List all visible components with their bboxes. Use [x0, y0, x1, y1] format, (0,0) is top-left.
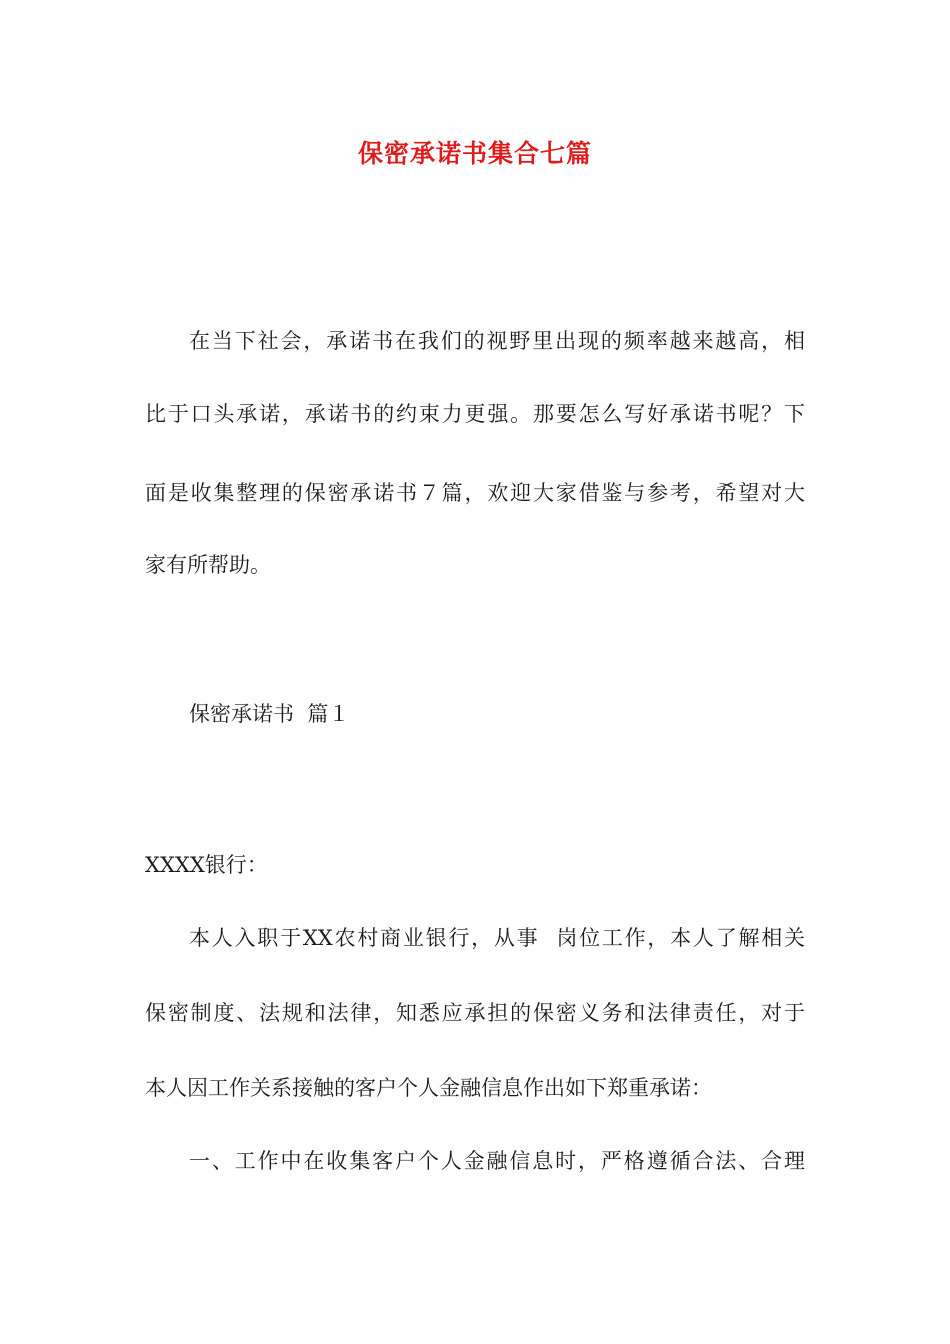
intro-line-2: 比于口头承诺，承诺书的约束力更强。那要怎么写好承诺书呢？下	[145, 402, 805, 426]
intro-line-4: 家有所帮助。	[145, 553, 271, 577]
body-line-4: 一、工作中在收集客户个人金融信息时，严格遵循合法、合理	[189, 1149, 805, 1173]
body-line-1: 本人入职于XX农村商业银行，从事 岗位工作，本人了解相关	[189, 926, 805, 950]
intro-line-3: 面是收集整理的保密承诺书７篇，欢迎大家借鉴与参考，希望对大	[145, 481, 805, 505]
document-title: 保密承诺书集合七篇	[357, 139, 592, 168]
body-line-3: 本人因工作关系接触的客户个人金融信息作出如下郑重承诺：	[145, 1076, 712, 1100]
intro-line-1: 在当下社会，承诺书在我们的视野里出现的频率越来越高，相	[189, 329, 805, 353]
body-line-2: 保密制度、法规和法律，知悉应承担的保密义务和法律责任，对于	[145, 1001, 805, 1025]
salutation: XXXX银行：	[145, 853, 268, 877]
section-heading: 保密承诺书 篇１	[189, 702, 350, 726]
